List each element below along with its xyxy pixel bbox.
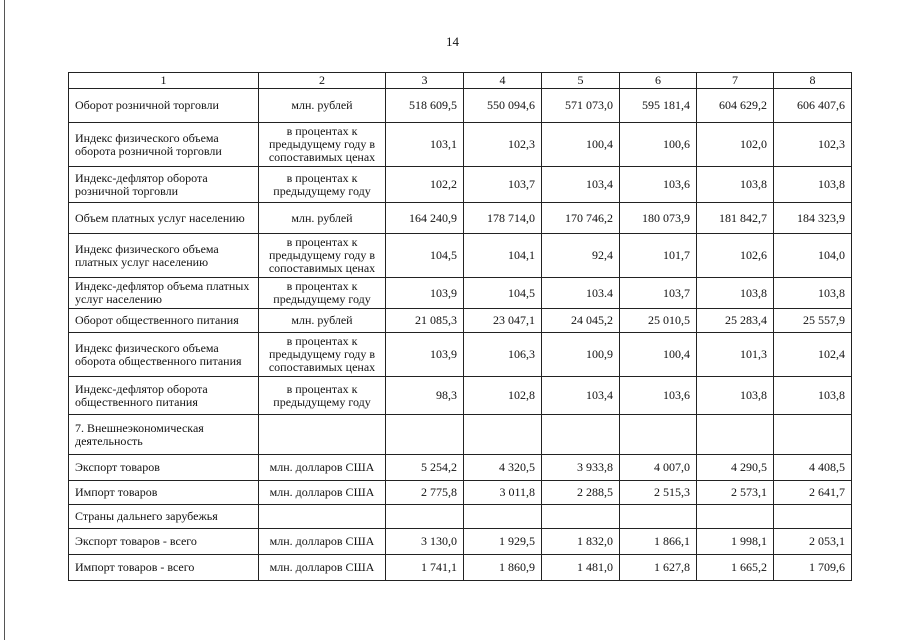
value-cell	[386, 505, 464, 529]
value-cell: 100,4	[620, 333, 697, 377]
table-row	[69, 529, 852, 555]
value-cell: 550 094,6	[464, 89, 542, 123]
value-cell: 2 053,1	[774, 529, 852, 555]
value-cell: 104,0	[774, 234, 852, 278]
indicator-name: Экспорт товаров	[69, 455, 259, 481]
indicator-name: Индекс-дефлятор объема платных услуг населению	[69, 278, 259, 309]
value-cell	[464, 415, 542, 455]
value-cell: 1 860,9	[464, 555, 542, 581]
value-cell: 103,7	[464, 167, 542, 203]
value-cell: 1 929,5	[464, 529, 542, 555]
table-row	[69, 167, 852, 203]
value-cell: 170 746,2	[542, 203, 620, 234]
value-cell: 103,4	[542, 167, 620, 203]
indicator-name: Индекс-дефлятор оборота общественного питания	[69, 377, 259, 415]
value-cell: 4 408,5	[774, 455, 852, 481]
value-cell: 103,8	[697, 377, 774, 415]
indicator-name: Импорт товаров	[69, 481, 259, 505]
column-header: 3	[386, 73, 464, 89]
value-cell: 180 073,9	[620, 203, 697, 234]
value-cell: 103,8	[774, 278, 852, 309]
value-cell: 104,1	[464, 234, 542, 278]
value-cell: 2 288,5	[542, 481, 620, 505]
unit-cell: в процентах к предыдущему году	[259, 278, 386, 309]
value-cell: 100,4	[542, 123, 620, 167]
table-row	[69, 333, 852, 377]
value-cell: 103,6	[620, 377, 697, 415]
unit-cell: в процентах к предыдущему году	[259, 167, 386, 203]
table-row	[69, 377, 852, 415]
value-cell: 604 629,2	[697, 89, 774, 123]
table-row	[69, 481, 852, 505]
column-header: 7	[697, 73, 774, 89]
table-row	[69, 123, 852, 167]
value-cell	[386, 415, 464, 455]
value-cell: 100,9	[542, 333, 620, 377]
column-header: 2	[259, 73, 386, 89]
value-cell: 23 047,1	[464, 309, 542, 333]
value-cell: 2 641,7	[774, 481, 852, 505]
column-header: 5	[542, 73, 620, 89]
value-cell: 1 741,1	[386, 555, 464, 581]
header-row	[69, 73, 852, 89]
column-header: 1	[69, 73, 259, 89]
value-cell: 25 283,4	[697, 309, 774, 333]
value-cell: 101,3	[697, 333, 774, 377]
value-cell	[464, 505, 542, 529]
unit-cell: млн. долларов США	[259, 555, 386, 581]
value-cell: 106,3	[464, 333, 542, 377]
value-cell: 181 842,7	[697, 203, 774, 234]
value-cell: 3 933,8	[542, 455, 620, 481]
value-cell: 595 181,4	[620, 89, 697, 123]
value-cell: 103.4	[542, 278, 620, 309]
value-cell	[774, 505, 852, 529]
value-cell: 1 665,2	[697, 555, 774, 581]
value-cell: 518 609,5	[386, 89, 464, 123]
value-cell: 103,1	[386, 123, 464, 167]
value-cell: 102,2	[386, 167, 464, 203]
value-cell: 101,7	[620, 234, 697, 278]
unit-cell: млн. рублей	[259, 203, 386, 234]
value-cell: 103,9	[386, 278, 464, 309]
indicator-name: Экспорт товаров - всего	[69, 529, 259, 555]
value-cell: 4 290,5	[697, 455, 774, 481]
value-cell: 2 775,8	[386, 481, 464, 505]
value-cell: 2 573,1	[697, 481, 774, 505]
value-cell	[697, 415, 774, 455]
value-cell: 102,6	[697, 234, 774, 278]
value-cell	[542, 415, 620, 455]
column-header: 6	[620, 73, 697, 89]
table-row	[69, 234, 852, 278]
value-cell	[774, 415, 852, 455]
value-cell: 25 557,9	[774, 309, 852, 333]
value-cell: 178 714,0	[464, 203, 542, 234]
value-cell: 102,8	[464, 377, 542, 415]
value-cell: 164 240,9	[386, 203, 464, 234]
unit-cell: млн. долларов США	[259, 481, 386, 505]
table-row	[69, 555, 852, 581]
value-cell: 103,9	[386, 333, 464, 377]
value-cell: 3 011,8	[464, 481, 542, 505]
value-cell	[542, 505, 620, 529]
column-header: 8	[774, 73, 852, 89]
value-cell: 103,8	[697, 167, 774, 203]
value-cell: 103,6	[620, 167, 697, 203]
value-cell: 25 010,5	[620, 309, 697, 333]
unit-cell: в процентах к предыдущему году в сопоставимых ценах	[259, 234, 386, 278]
value-cell: 184 323,9	[774, 203, 852, 234]
value-cell: 21 085,3	[386, 309, 464, 333]
value-cell: 4 007,0	[620, 455, 697, 481]
value-cell: 1 709,6	[774, 555, 852, 581]
value-cell	[620, 415, 697, 455]
table-row	[69, 89, 852, 123]
unit-cell: в процентах к предыдущему году в сопоставимых ценах	[259, 123, 386, 167]
table-row	[69, 309, 852, 333]
page-number: 14	[446, 34, 459, 49]
value-cell	[697, 505, 774, 529]
value-cell: 1 832,0	[542, 529, 620, 555]
value-cell: 2 515,3	[620, 481, 697, 505]
unit-cell: млн. долларов США	[259, 455, 386, 481]
value-cell: 24 045,2	[542, 309, 620, 333]
value-cell: 1 481,0	[542, 555, 620, 581]
indicator-name: Оборот общественного питания	[69, 309, 259, 333]
value-cell: 102,3	[464, 123, 542, 167]
value-cell: 104,5	[464, 278, 542, 309]
section-heading: Страны дальнего зарубежья	[69, 505, 259, 529]
value-cell: 92,4	[542, 234, 620, 278]
value-cell: 103,8	[697, 278, 774, 309]
page-left-edge-line	[4, 0, 5, 640]
indicator-name: Импорт товаров - всего	[69, 555, 259, 581]
value-cell: 102,0	[697, 123, 774, 167]
indicator-name: Оборот розничной торговли	[69, 89, 259, 123]
value-cell: 103,7	[620, 278, 697, 309]
unit-cell: млн. рублей	[259, 89, 386, 123]
value-cell: 571 073,0	[542, 89, 620, 123]
unit-cell	[259, 415, 386, 455]
value-cell: 98,3	[386, 377, 464, 415]
value-cell: 104,5	[386, 234, 464, 278]
value-cell: 3 130,0	[386, 529, 464, 555]
value-cell: 103,8	[774, 377, 852, 415]
value-cell: 1 866,1	[620, 529, 697, 555]
value-cell: 1 998,1	[697, 529, 774, 555]
value-cell: 606 407,6	[774, 89, 852, 123]
table-row	[69, 203, 852, 234]
value-cell: 102,4	[774, 333, 852, 377]
table-row	[69, 278, 852, 309]
unit-cell: млн. рублей	[259, 309, 386, 333]
statistics-table	[68, 72, 852, 581]
section-heading: 7. Внешнеэкономическая деятельность	[69, 415, 259, 455]
indicator-name: Индекс физического объема оборота общественного питания	[69, 333, 259, 377]
value-cell: 103,4	[542, 377, 620, 415]
value-cell: 100,6	[620, 123, 697, 167]
indicator-name: Индекс физического объема оборота розничной торговли	[69, 123, 259, 167]
table-row	[69, 455, 852, 481]
value-cell: 4 320,5	[464, 455, 542, 481]
value-cell: 5 254,2	[386, 455, 464, 481]
value-cell	[620, 505, 697, 529]
indicator-name: Индекс-дефлятор оборота розничной торговли	[69, 167, 259, 203]
indicator-name: Объем платных услуг населению	[69, 203, 259, 234]
unit-cell: млн. долларов США	[259, 529, 386, 555]
table-row	[69, 415, 852, 455]
unit-cell: в процентах к предыдущему году в сопоставимых ценах	[259, 333, 386, 377]
unit-cell: в процентах к предыдущему году	[259, 377, 386, 415]
value-cell: 103,8	[774, 167, 852, 203]
table-row	[69, 505, 852, 529]
value-cell: 102,3	[774, 123, 852, 167]
indicator-name: Индекс физического объема платных услуг населению	[69, 234, 259, 278]
column-header: 4	[464, 73, 542, 89]
unit-cell	[259, 505, 386, 529]
value-cell: 1 627,8	[620, 555, 697, 581]
